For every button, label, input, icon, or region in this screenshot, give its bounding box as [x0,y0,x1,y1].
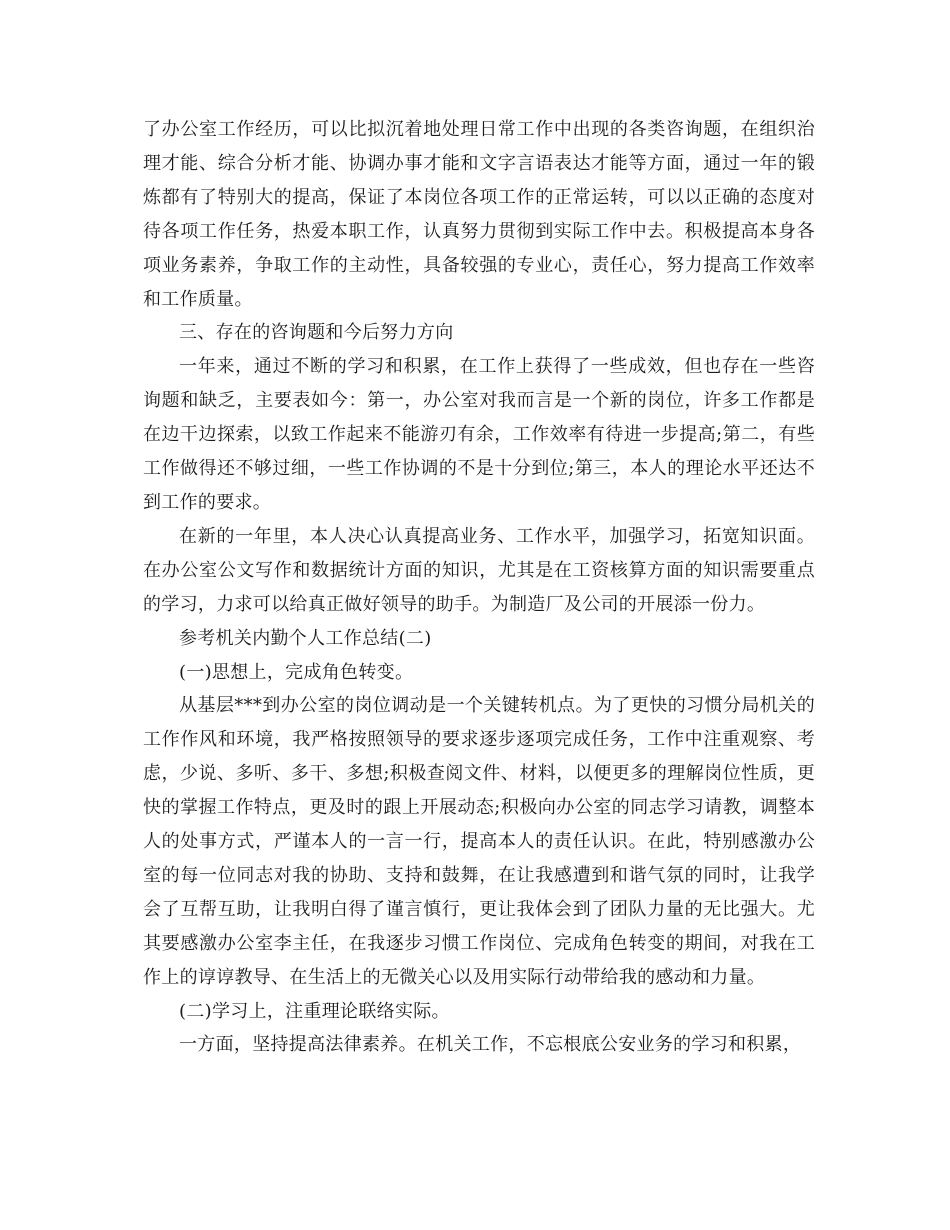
paragraph-study: 一方面，坚持提高法律素养。在机关工作，不忘根底公安业务的学习和积累， [179,1034,802,1056]
subheading-thought: (一)思想上，完成角色转变。 [179,661,414,683]
section-title-summary-two: 参考机关内勤个人工作总结(二) [179,627,432,649]
subheading-study: (二)学习上，注重理论联络实际。 [179,1000,450,1022]
document-body [143,113,815,1062]
paragraph-continuation: 了办公室工作经历，可以比拟沉着地处理日常工作中出现的各类咨询题，在组织治理才能、综合分析才能、协调办事才能和文字言语表达才能等方面，通过一年的锻炼都有了特别大的提高，保证了本岗位各项工作的正常运转，可以以正确的态度对待各项工作任务，热爱本职工作，认真努力贯彻到实际工作中去。积极提高本身各项业务素养，争取工作的主动性，具备较强的专业心，责任心，努力提高工作效率和工作质量。 [143,119,815,310]
paragraph-new-year: 在新的一年里，本人决心认真提高业务、工作水平，加强学习，拓宽知识面。在办公室公文写作和数据统计方面的知识，尤其是在工资核算方面的知识需要重点的学习，力求可以给真正做好领导的助手。为制造厂及公司的开展添一份力。 [143,525,815,615]
paragraph-problems: 一年来，通过不断的学习和积累，在工作上获得了一些成效，但也存在一些咨询题和缺乏，主要表如今：第一，办公室对我而言是一个新的岗位，许多工作都是在边干边探索，以致工作起来不能游刃有余，工作效率有待进一步提高;第二，有些工作做得还不够过细，一些工作协调的不是十分到位;第三，本人的理论水平还达不到工作的要求。 [143,356,815,513]
section-heading-problems: 三、存在的咨询题和今后努力方向 [179,322,454,344]
paragraph-thought: 从基层***到办公室的岗位调动是一个关键转机点。为了更快的习惯分局机关的工作作风和环境，我严格按照领导的要求逐步逐项完成任务，工作中注重观察、考虑，少说、多听、多干、多想;积极查阅文件、材料，以便更多的理解岗位性质，更快的掌握工作特点，更及时的跟上开展动态;积极向办公室的同志学习请教，调整本人的处事方式，严谨本人的一言一行，提高本人的责任认识。在此，特别感激办公室的每一位同志对我的协助、支持和鼓舞，在让我感遭到和谐气氛的同时，让我学会了互帮互助，让我明白得了谨言慎行，更让我体会到了团队力量的无比强大。尤其要感激办公室李主任，在我逐步习惯工作岗位、完成角色转变的期间，对我在工作上的谆谆教导、在生活上的无微关心以及用实际行动带给我的感动和力量。 [143,695,815,988]
